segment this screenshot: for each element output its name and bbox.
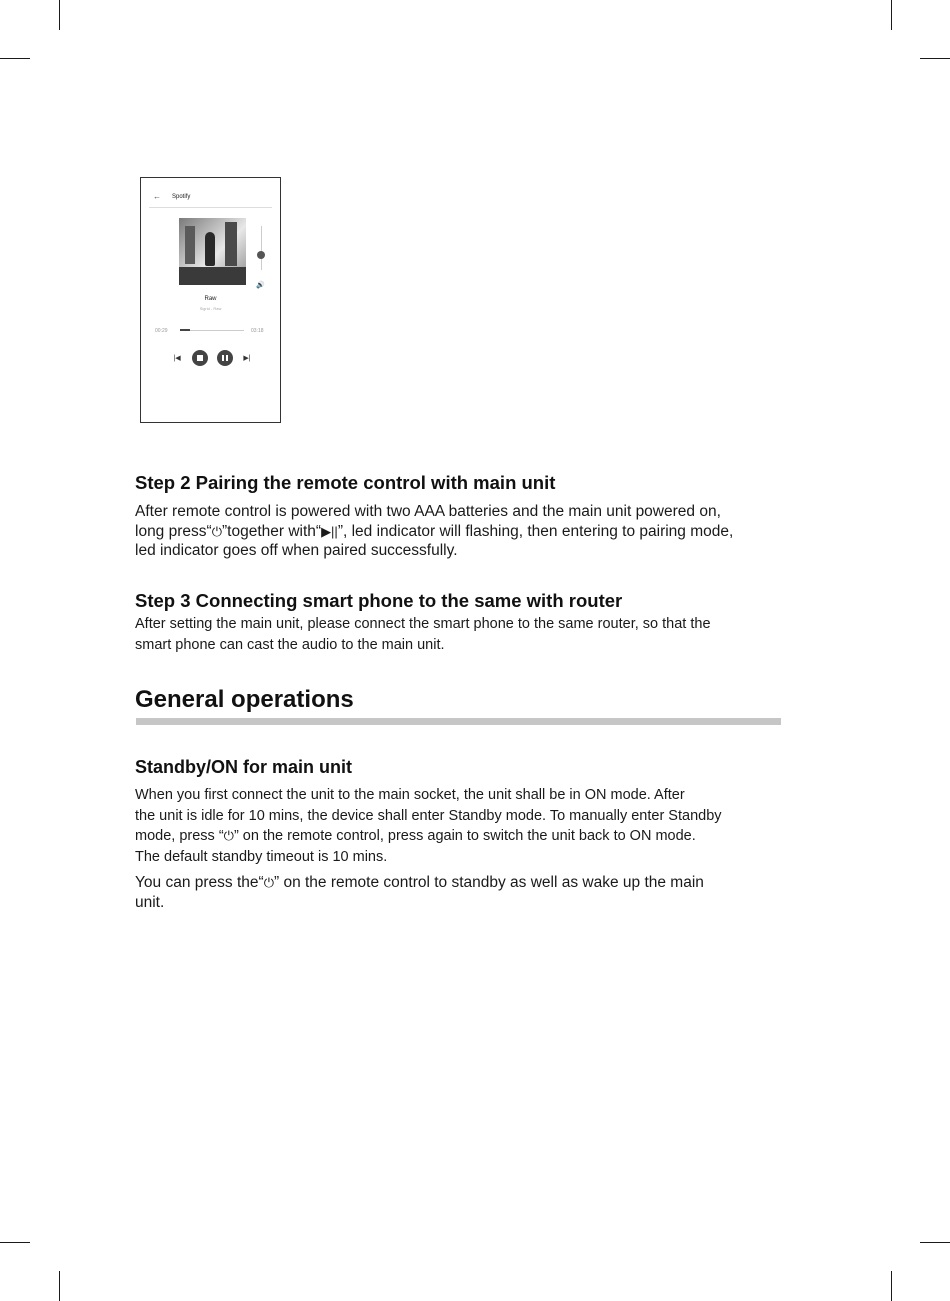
step3-paragraph: [135, 614, 835, 655]
crop-mark: [59, 1271, 60, 1301]
power-icon: ⏻: [223, 828, 234, 843]
standby-note: [135, 873, 835, 912]
crop-mark: [0, 58, 30, 59]
text-line: unit.: [135, 893, 165, 911]
text-line: the unit is idle for 10 mins, the device shall enter Standby mode. To manually enter Standby: [135, 807, 722, 824]
app-title: Spotify: [172, 194, 191, 200]
play-pause-icon: ▶||: [321, 523, 338, 539]
pause-button[interactable]: [217, 350, 233, 366]
total-time: 03:18: [251, 328, 264, 334]
skip-previous-icon[interactable]: |◀: [173, 355, 181, 362]
phone-screenshot: [140, 177, 281, 423]
progress-fill: [180, 329, 190, 331]
app-header: [141, 190, 280, 206]
arrow-left-icon[interactable]: ←: [153, 192, 161, 201]
step2-paragraph: [135, 502, 835, 561]
crop-mark: [891, 0, 892, 30]
skip-next-icon[interactable]: ▶|: [243, 355, 251, 362]
text-line: When you first connect the unit to the main socket, the unit shall be in ON mode. After: [135, 787, 685, 803]
volume-slider[interactable]: [261, 226, 262, 270]
crop-mark: [891, 1271, 892, 1301]
text-line: You can press the“⏻” on the remote control to standby as well as wake up the main: [135, 874, 704, 891]
stop-icon: [197, 355, 203, 361]
text-line: led indicator goes off when paired successfully.: [135, 542, 458, 559]
divider: [149, 207, 272, 208]
volume-icon: 🔊: [256, 282, 265, 289]
standby-paragraph: [135, 785, 835, 867]
stop-button[interactable]: [192, 350, 208, 366]
step2-heading: Step 2 Pairing the remote control with main unit: [135, 472, 556, 493]
step3-heading: Step 3 Connecting smart phone to the same with router: [135, 590, 623, 611]
text-line: The default standby timeout is 10 mins.: [135, 848, 388, 865]
text-line: mode, press “⏻” on the remote control, press again to switch the unit back to ON mode.: [135, 828, 696, 844]
text-line: After setting the main unit, please connect the smart phone to the same router, so that the: [135, 616, 711, 632]
text-line: long press“⏻”together with“▶||”, led indicator will flashing, then entering to pairing mode,: [135, 522, 734, 540]
album-art: [179, 218, 246, 285]
power-icon: ⏻: [211, 523, 222, 539]
elapsed-time: 00:29: [155, 328, 168, 334]
track-artist: Sigrid - Raw: [199, 306, 222, 311]
crop-mark: [920, 1242, 950, 1243]
section-title: General operations: [135, 686, 354, 713]
volume-slider-handle[interactable]: [257, 251, 265, 259]
track-title: Raw: [204, 296, 217, 302]
crop-mark: [59, 0, 60, 30]
crop-mark: [920, 58, 950, 59]
pause-icon: [222, 355, 228, 361]
power-icon: ⏻: [263, 875, 274, 890]
text-line: After remote control is powered with two AAA batteries and the main unit powered on,: [135, 503, 721, 520]
standby-heading: Standby/ON for main unit: [135, 757, 353, 777]
section-divider: [136, 718, 781, 725]
text-line: smart phone can cast the audio to the main unit.: [135, 636, 445, 653]
crop-mark: [0, 1242, 30, 1243]
progress-bar[interactable]: [180, 330, 244, 331]
